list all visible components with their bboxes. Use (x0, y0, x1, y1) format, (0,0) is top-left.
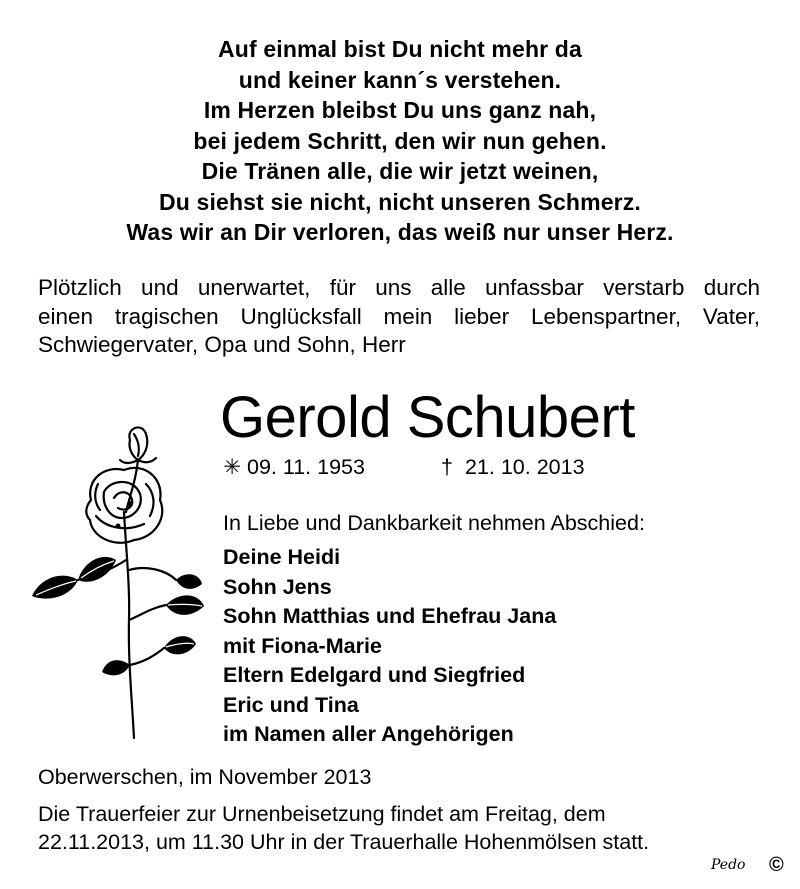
mourner: Eltern Edelgard und Siegfried (223, 663, 526, 687)
life-dates (223, 453, 585, 481)
poem-line: bei jedem Schritt, den wir nun gehen. (193, 127, 607, 154)
mourner: mit Fiona-Marie (223, 633, 382, 658)
mourner: im Namen aller Angehörigen (223, 722, 514, 746)
ceremony-line: Die Trauerfeier zur Urnenbeisetzung findet am Freitag, dem (38, 802, 606, 826)
mourners-list (223, 543, 556, 750)
intro-line: Plötzlich und unerwartet, für uns alle unfassbar verstarb durch (38, 275, 760, 300)
deceased-name: Gerold Schubert (220, 385, 635, 450)
poem-line: Auf einmal bist Du nicht mehr da (218, 36, 582, 62)
poem-line: Im Herzen bleibst Du uns ganz nah, (203, 97, 597, 123)
poem-line: und keiner kann´s verstehen. (238, 66, 562, 93)
mourner: Eric und Tina (223, 692, 359, 717)
birth-star-icon: ✳ (223, 455, 242, 479)
poem-line: Was wir an Dir verloren, das weiß nur unser Herz. (126, 219, 674, 245)
death-cross-icon: † (440, 455, 453, 479)
birth-date-group (223, 453, 435, 481)
mourner: Deine Heidi (223, 545, 341, 569)
rose-icon (26, 420, 206, 740)
place-and-date: Oberwerschen, im November 2013 (38, 765, 372, 789)
credit-signature: Pedo (711, 857, 746, 873)
farewell-text: In Liebe und Dankbarkeit nehmen Abschied: (223, 511, 645, 535)
ceremony-info (38, 800, 760, 856)
death-date-group (441, 453, 585, 481)
intro-line: einen tragischen Unglücksfall mein lieber Lebenspartner, Vater, (38, 303, 760, 329)
copyright-icon: © (769, 854, 784, 876)
poem-line: Du siehst sie nicht, nicht unseren Schmerz. (159, 188, 641, 215)
poem (0, 34, 800, 248)
mourner: Sohn Jens (223, 574, 332, 599)
birth-date: 09. 11. 1953 (247, 455, 365, 479)
mourner: Sohn Matthias und Ehefrau Jana (223, 604, 557, 628)
death-date: 21. 10. 2013 (464, 455, 585, 479)
poem-line: Die Tränen alle, die wir jetzt weinen, (201, 158, 599, 184)
ceremony-line: 22.11.2013, um 11.30 Uhr in der Trauerhalle Hohenmölsen statt. (38, 830, 650, 854)
intro-line: Schwiegervater, Opa und Sohn, Herr (38, 332, 406, 357)
intro-text (38, 274, 760, 360)
